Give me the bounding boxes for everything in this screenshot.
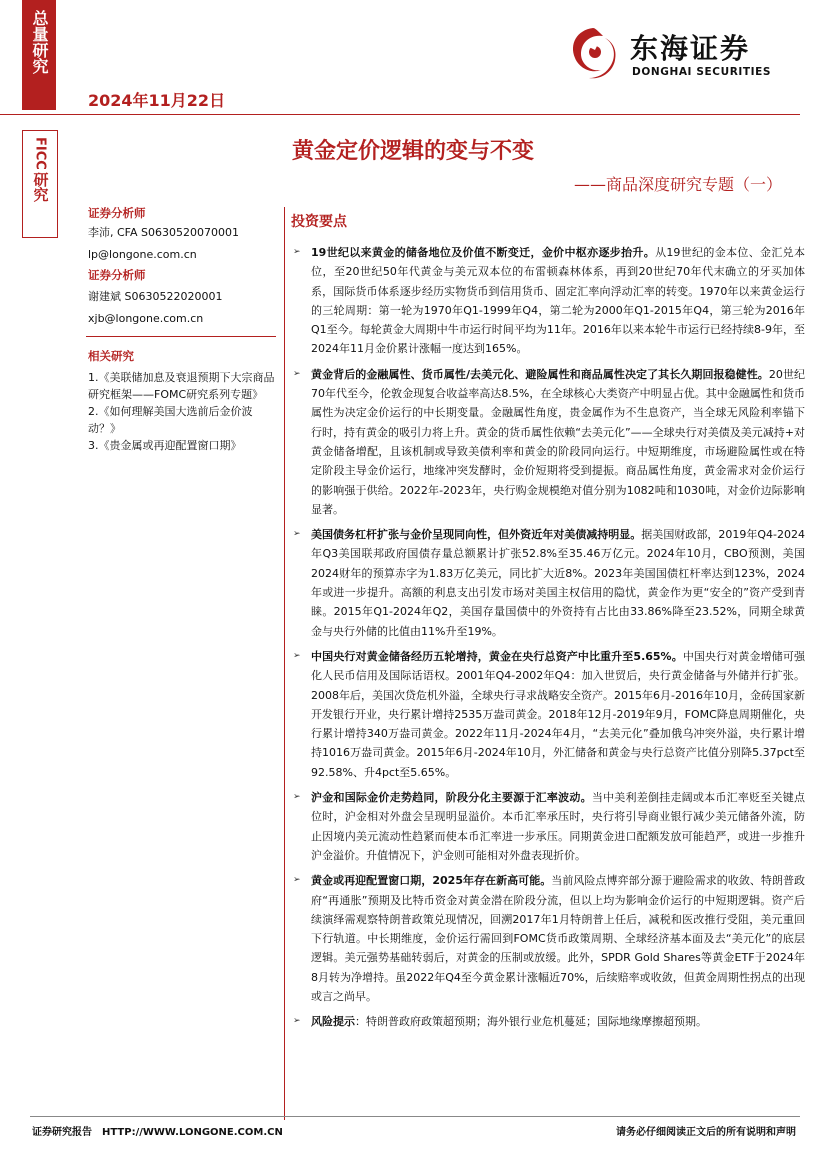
key-point-lead: 19世纪以来黄金的储备地位及价值不断变迁，金价中枢亦逐步抬升。	[311, 246, 656, 259]
key-point	[291, 871, 805, 1006]
key-point-body: 20世纪70年代至今，伦敦金现复合收益率高达8.5%，在全球核心大类资产中明显占优。其中金融属性和货币属性为决定金价运行的中长期变量。金融属性角度，贵金属作为不生息资产，当全球无风险利率锚下行时，持有黄金的吸引力将上升。黄金的货币属性依赖“去美元化”——全球央行对美债及美元减持+对黄金储备增配，且该机制或导致美债利率和黄金的阶段同向运行。中短期维度，市场避险属性或在特定阶段主导金价运行，地缘冲突发酵时，金价短期将受到提振。商品属性角度，黄金需求对金价运行的影响强于供给。2022年-2023年，央行购金规模绝对值分别为1082吨和1030吨，对金价边际影响显著。	[311, 367, 806, 516]
bullet-arrow-icon: ➢	[293, 875, 301, 886]
key-point-body: 据美国财政部，2019年Q4-2024年Q3美国联邦政府国债存量总额累计扩张52.8%至35.46万亿元。2024年10月，CBO预测，美国2024财年的预算赤字为1.83万亿美元，同比扩大近8%。2023年美国国债杠杆率达到123%，2024年或进一步提升。高额的利息支出引发市场对美国主权信用的隐忧，黄金作为更“安全的”资产受到青睐。2015年Q1-2024年Q2，美国存量国债中的外资持有占比由33.86%降至23.52%，同期全球黄金与央行外储的比值由11%升至19%。	[311, 528, 805, 638]
related-item[interactable]: 3.《贵金属或再迎配置窗口期》	[88, 439, 242, 452]
risk-warning-body: ：特朗普政府政策超预期；海外银行业危机蔓延；国际地缘摩擦超预期。	[355, 1015, 707, 1029]
risk-warning-lead: 风险提示	[311, 1015, 355, 1029]
key-point	[291, 647, 805, 782]
related-item[interactable]: 1.《美联储加息及衰退预期下大宗商品研究框架——FOMC研究系列专题》	[88, 371, 275, 401]
sidebar-divider	[86, 336, 276, 337]
bullet-arrow-icon: ➢	[293, 368, 301, 379]
analyst-1-name: 李沛, CFA S0630520070001	[88, 226, 239, 239]
category-latin-label: FICC	[32, 137, 48, 170]
logo-cn-text: 东海证券	[630, 32, 751, 65]
bullet-arrow-icon: ➢	[293, 1016, 301, 1027]
key-point-body: 当中美利差倒挂走阔或本币汇率贬至关键点位时，沪金相对外盘会呈现明显溢价。本币汇率承压时，央行将引导商业银行减少美元储备外流，防止因境内美元流动性趋紧而使本币汇率进一步承压。同期黄金进口配额发放可能趋严，或进一步推升沪金溢价。升值情况下，沪金则可能相对外盘表现折价。	[311, 791, 805, 862]
key-point	[291, 365, 805, 519]
related-research-list	[88, 369, 278, 454]
logo-en-text: DONGHAI SECURITIES	[632, 66, 772, 78]
key-point	[291, 788, 805, 865]
report-subtitle: ——商品深度研究专题（一）	[573, 175, 782, 194]
key-point-body: 当前风险点博弈部分源于避险需求的收敛、特朗普政府“再通胀”预期及比特币资金对黄金潜在阶段分流，但以上均为影响金价运行的中短期逻辑。资产后续演绎需观察特朗普政策兑现情况，回溯2017年1月特朗普上任后，减税和医改推行受阻，美元重回下行轨道。中长期维度，金价运行需回到FOMC货币政策周期、全球经济基本面及去“美元化”的底层逻辑。美元强势基础转弱后，对黄金的压制或放缓。此外，SPDR Gold Shares等黄金ETF于2024年8月转为净增持。虽2022年Q4至今黄金累计涨幅近70%，后续赔率或收敛，但黄金周期性拐点的出现或言之尚早。	[311, 874, 805, 1003]
analyst-1-label: 证券分析师	[88, 206, 146, 220]
analyst-2-name: 谢建斌 S0630522020001	[88, 290, 223, 303]
column-divider	[284, 207, 285, 1120]
key-point-body: 中国央行对黄金增储可强化人民币信用及国际话语权。2001年Q4-2002年Q4：加入世贸后，央行黄金储备与外储并行扩张。2008年后，美国次贷危机外溢，全球央行寻求战略安全资产。2015年6月-2016年10月，金砖国家新开发银行开业，央行累计增持2535万盎司黄金。2018年12月-2019年9月，FOMC降息周期催化，央行累计增持340万盎司黄金。2022年11月-2024年4月，“去美元化”叠加俄乌冲突外溢，央行累计增持1016万盎司黄金。2015年6月-2024年10月，外汇储备和黄金与央行总资产比值分别降5.37pct至92.58%、升4pct至5.65%。	[311, 649, 805, 779]
risk-warning	[291, 1012, 805, 1031]
analyst-1-email[interactable]: lp@longone.com.cn	[88, 248, 197, 261]
bullet-arrow-icon: ➢	[293, 792, 301, 803]
research-type-tag	[22, 0, 56, 110]
report-date: 2024年11月22日	[88, 91, 226, 110]
analyst-2-label: 证券分析师	[88, 268, 146, 282]
analyst-2-email[interactable]: xjb@longone.com.cn	[88, 312, 204, 325]
footer-disclaimer: 请务必仔细阅读正文后的所有说明和声明	[616, 1127, 796, 1138]
key-point	[291, 525, 805, 641]
header-divider	[0, 114, 800, 115]
key-point-lead: 美国债务杠杆扩张与金价呈现同向性，但外资近年对美债减持明显。	[311, 528, 642, 542]
section-title: 投资要点	[291, 214, 347, 230]
research-type-label: 总量研究	[30, 10, 49, 74]
key-points-list	[291, 243, 805, 1032]
category-cn-label: 研究	[31, 171, 50, 202]
related-item[interactable]: 2.《如何理解美国大选前后金价波动？》	[88, 405, 253, 435]
footer-left-text: 证券研究报告 HTTP://WWW.LONGONE.COM.CN	[32, 1127, 283, 1138]
key-point-lead: 黄金背后的金融属性、货币属性/去美元化、避险属性和商品属性决定了其长久期回报稳健性。	[311, 367, 769, 381]
key-point	[291, 243, 805, 359]
key-point-lead: 中国央行对黄金储备经历五轮增持，黄金在央行总资产中比重升至5.65%。	[311, 649, 683, 663]
donghai-logo-icon	[565, 24, 621, 84]
report-title: 黄金定价逻辑的变与不变	[291, 139, 534, 164]
bullet-arrow-icon: ➢	[293, 529, 301, 540]
bullet-arrow-icon: ➢	[293, 650, 301, 661]
key-point-body: 从19世纪的金本位、金汇兑本位，至20世纪50年代黄金与美元双本位的布雷顿森林体系，再到20世纪70年代末确立的牙买加体系，国际货币体系逐步经历实物货币到信用货币、固定汇率向浮动汇率的转变。1970年以来黄金运行的三轮周期：第一轮为1970年Q1-1999年Q4，第二轮为2000年Q1-2015年Q4，第三轮为2016年Q1至今。每轮黄金大周期中牛市运行时间平均为11年。2016年以来本轮牛市运行已经持续8-9年，至2024年11月金价累计涨幅一度达到165%。	[311, 246, 806, 356]
related-heading: 相关研究	[88, 349, 134, 363]
key-point-lead: 沪金和国际金价走势趋同，阶段分化主要源于汇率波动。	[311, 791, 592, 805]
footer-divider	[30, 1116, 800, 1117]
bullet-arrow-icon: ➢	[293, 247, 301, 257]
key-point-lead: 黄金或再迎配置窗口期，2025年存在新高可能。	[311, 874, 552, 888]
